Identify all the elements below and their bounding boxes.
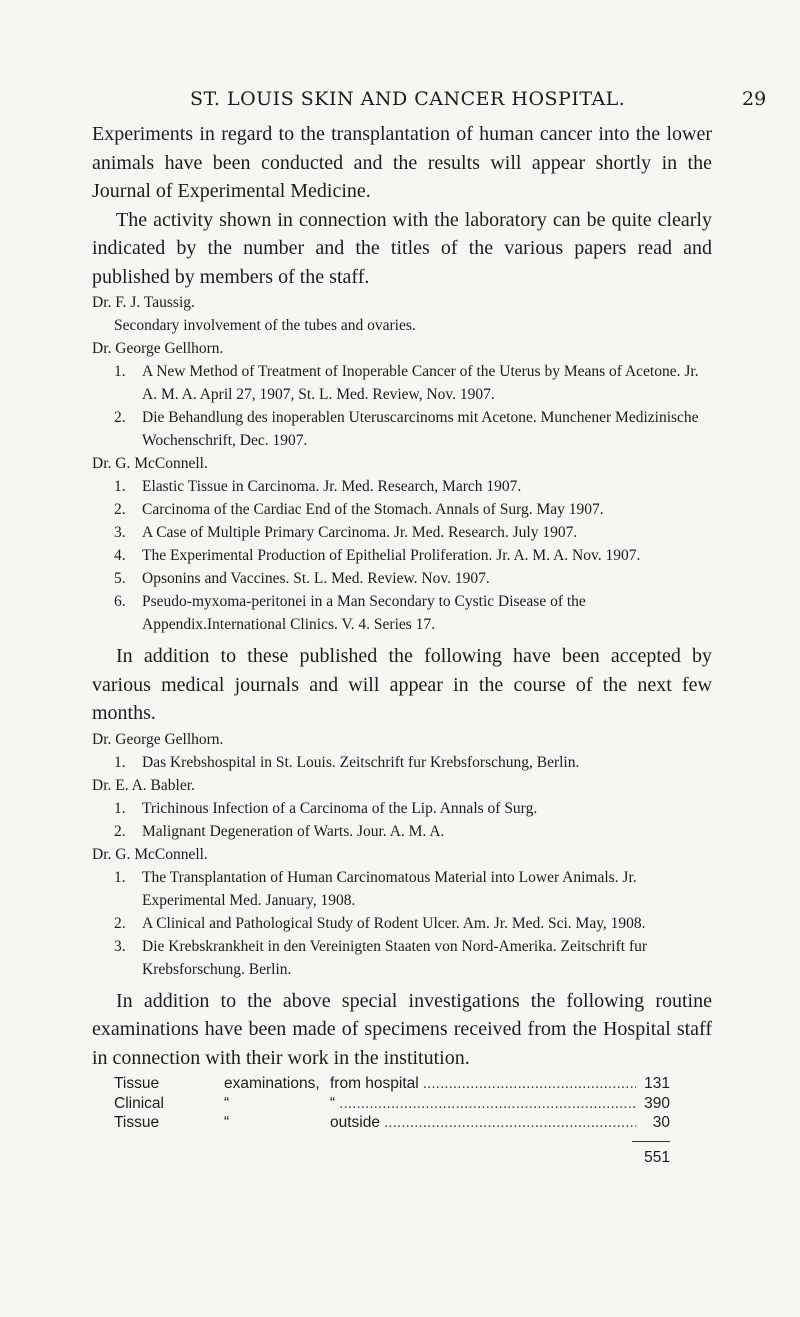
exam-type: Tissue [114,1075,160,1092]
item-text: Trichinous Infection of a Carcinoma of the Lip. Annals of Surg. [142,799,538,817]
examination-row [114,1094,670,1114]
paper-item [92,475,712,498]
item-number: 3. [114,524,126,541]
author-name: Dr. E. A. Babler. [92,776,195,794]
running-header: ST. LOUIS SKIN AND CANCER HOSPITAL. [190,88,626,110]
leader-dots [384,1113,636,1133]
paper-item [92,866,712,912]
item-number: 5. [114,570,126,587]
paper-item [92,406,712,452]
item-number: 3. [114,937,126,955]
item-text: A Case of Multiple Primary Carcinoma. Jr. Med. Research. July 1907. [142,524,578,541]
examinations-total: 551 [644,1148,670,1166]
exam-source: outside [330,1114,380,1131]
paper-item [92,590,712,636]
page-body [92,120,712,1167]
item-number: 2. [114,501,126,518]
item-text: A Clinical and Pathological Study of Rodent Ulcer. Am. Jr. Med. Sci. May, 1908. [142,914,646,932]
page-number: 29 [742,88,767,110]
leader-dots [339,1094,636,1114]
author-name: Dr. G. McConnell. [92,455,208,472]
author-name: Dr. George Gellhorn. [92,730,224,748]
paper-item [92,935,712,981]
exam-type: Clinical [114,1094,164,1112]
examinations-table [114,1074,712,1133]
exam-kind: examinations, [224,1075,320,1092]
exam-count: 390 [644,1094,670,1112]
exam-count: 30 [652,1114,670,1131]
exam-kind: “ [224,1114,230,1131]
accepted-intro-paragraph: In addition to these published the following have been accepted by various medical journals and will appear in the course of the next few months. [92,645,712,724]
paper-item [92,820,712,843]
paper-item [92,544,712,567]
paper-item [92,521,712,544]
examination-row [114,1113,670,1133]
item-text: Das Krebshospital in St. Louis. Zeitschrift fur Krebsforschung, Berlin. [142,753,580,771]
leader-dots [423,1074,636,1094]
item-number: 2. [114,409,126,426]
item-number: 1. [114,363,126,380]
item-text: Opsonins and Vaccines. St. L. Med. Review. Nov. 1907. [142,570,490,587]
exam-type: Tissue [114,1114,160,1131]
item-text: Pseudo-myxoma-peritonei in a Man Secondary to Cystic Disease of the Appendix.International Clinics. V. 4. Series 17. [142,593,586,633]
paper-item [92,498,712,521]
exam-count: 131 [644,1075,670,1092]
item-number: 1. [114,478,126,495]
item-text: Die Krebskrankheit in den Vereinigten Staaten von Nord-Amerika. Zeitschrift fur Krebsforschung. Berlin. [142,937,648,978]
item-text: Malignant Degeneration of Warts. Jour. A. M. A. [142,822,445,840]
paper-item [92,912,712,935]
exam-kind: “ [224,1094,230,1112]
item-number: 6. [114,593,126,610]
paper-item [92,797,712,820]
item-number: 4. [114,547,126,564]
routine-intro-paragraph: In addition to the above special investigations the following routine examinations have been made of specimens received from the Hospital staff in connection with their work in the institution. [92,989,712,1069]
total-rule [632,1141,670,1142]
item-number: 2. [114,822,126,840]
paper-note: Secondary involvement of the tubes and ovaries. [114,317,416,334]
accepted-papers-list [92,728,712,981]
item-number: 2. [114,914,126,932]
paper-item [92,751,712,774]
exam-source: from hospital [330,1075,419,1092]
examination-row [114,1074,670,1094]
author-name: Dr. G. McConnell. [92,845,208,863]
paper-item [92,360,712,406]
paper-item [92,567,712,590]
item-text: Elastic Tissue in Carcinoma. Jr. Med. Research, March 1907. [142,478,522,495]
item-number: 1. [114,753,126,771]
intro-paragraph-1: Experiments in regard to the transplantation of human cancer into the lower animals have been conducted and the results will appear shortly in the Journal of Experimental Medicine. [92,123,712,202]
item-number: 1. [114,868,126,886]
item-text: Die Behandlung des inoperablen Uteruscarcinoms mit Acetone. Munchener Medizinische Wochenschrift, Dec. 1907. [142,409,699,449]
author-name: Dr. F. J. Taussig. [92,294,195,311]
item-text: The Experimental Production of Epithelial Proliferation. Jr. A. M. A. Nov. 1907. [142,547,641,564]
published-papers-list [92,291,712,636]
item-text: Carcinoma of the Cardiac End of the Stomach. Annals of Surg. May 1907. [142,501,604,518]
intro-paragraph-2: The activity shown in connection with the laboratory can be quite clearly indicated by the number and the titles of the various papers read and published by members of the staff. [92,208,712,288]
author-name: Dr. George Gellhorn. [92,340,224,357]
exam-source: “ [330,1094,336,1112]
item-number: 1. [114,799,126,817]
item-text: A New Method of Treatment of Inoperable Cancer of the Uterus by Means of Acetone. Jr. A. M. A. April 27, 1907, St. L. Med. Review, Nov. 1907. [142,363,699,403]
item-text: The Transplantation of Human Carcinomatous Material into Lower Animals. Jr. Experimental Med. January, 1908. [142,868,637,909]
